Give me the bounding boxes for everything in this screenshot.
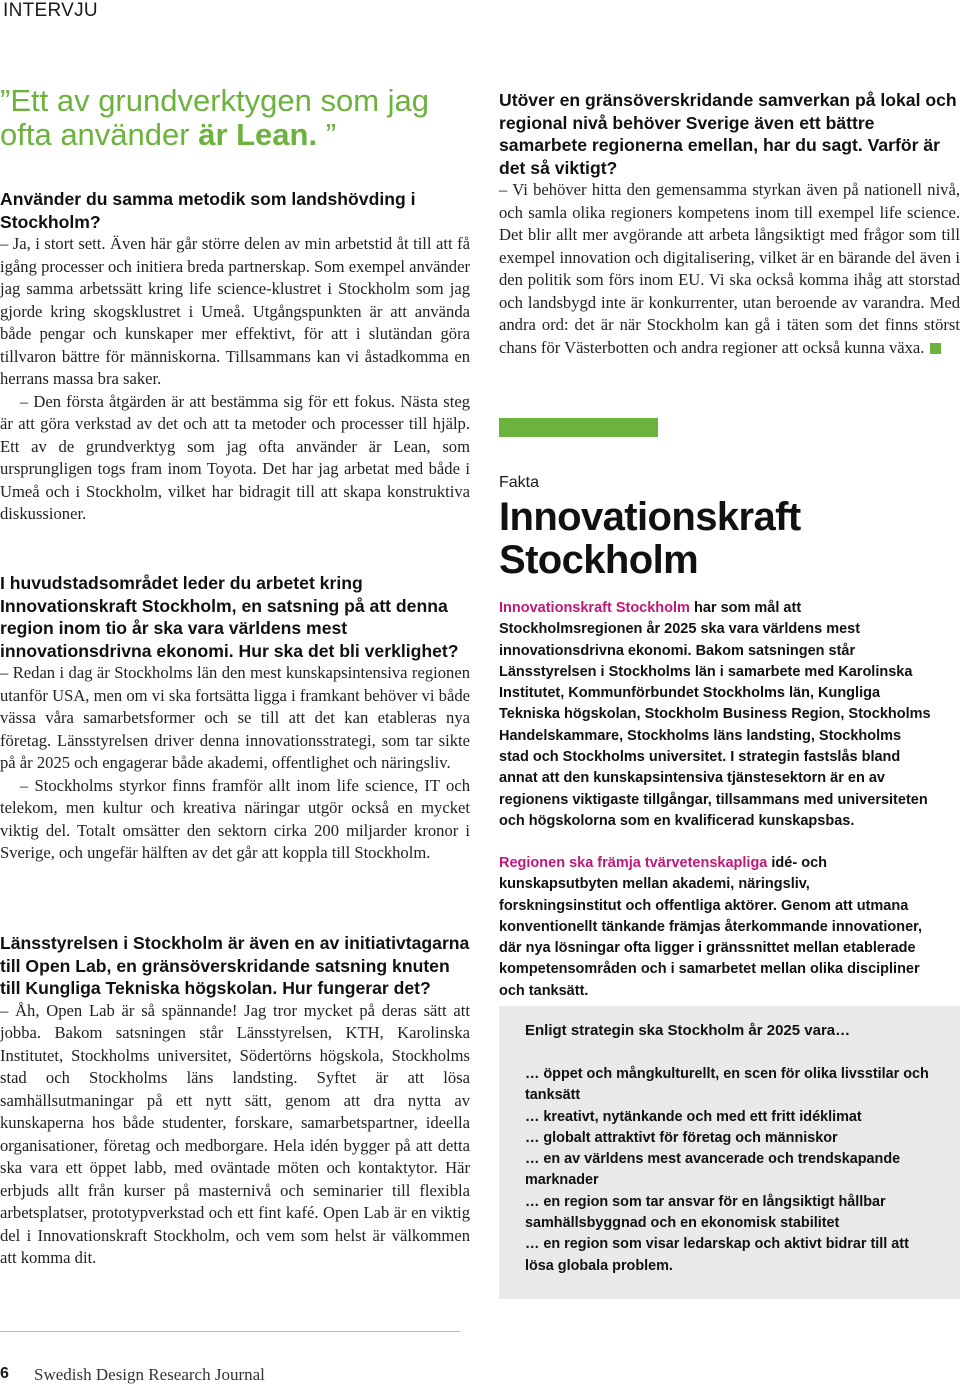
strategy-box (499, 1006, 960, 1299)
pull-quote-text: ”Ett av grundverktygen som jag ofta använder (0, 83, 430, 152)
section-label: INTERVJU (3, 0, 98, 21)
fakta-label: Fakta (499, 474, 540, 491)
interview-block-4 (499, 89, 960, 359)
answer-2-paragraph-2: – Stockholms styrkor finns framför allt inom life science, IT och telekom, men kultur och kreativa näringar utgör också en mycket viktig del. Totalt omsätter den sektorn cirka 200 miljarder kronor i Sverige, och ungefär hälften av det går att koppla till Stockholm. (0, 775, 470, 862)
pull-quote-emphasis: är Lean. (198, 117, 318, 152)
page-number: 6 (0, 1365, 9, 1382)
interview-block-2 (0, 572, 470, 865)
fakta-p1-accent: Innovationskraft Stockholm (499, 600, 690, 616)
answer-4-paragraph-1 (499, 179, 960, 359)
interview-block-3 (0, 932, 470, 1270)
answer-1-paragraph-2: – Den första åtgärden är att bestämma sig för ett fokus. Nästa steg är att göra verkstad av det och att ta metoder och processer till hjälp. Ett av de grundverktyg som jag ofta använder är Lean, som ursprungligen togs fram inom Toyota. Det har jag arbetat med både i Umeå och i Stockholm, vilket har bidragit till att skapa konstruktiva diskussioner. (0, 391, 470, 523)
pull-quote-close: ” (317, 117, 337, 152)
fakta-paragraph-2 (499, 853, 931, 1002)
strategy-title: Enligt strategin ska Stockholm år 2025 vara… (525, 1022, 851, 1039)
journal-name: Swedish Design Research Journal (34, 1365, 265, 1384)
question-3: Länsstyrelsen i Stockholm är även en av initiativtagarna till Open Lab, en gränsöverskridande satsning knuten till Kungliga Tekniska högskolan. Hur fungerar det? (0, 933, 470, 998)
answer-2-paragraph-1: – Redan i dag är Stockholms län den mest kunskapsintensiva regionen utanför USA, men om vi ska fortsätta ligga i framkant behöver vi både vässa våra samarbetsformer och se till att det kan etableras nya företag. Länsstyrelsen driver denna innovationsstrategi, som tar sikte på år 2025 och engagerar både akademi, offentlighet och näringsliv. (0, 663, 470, 772)
strategy-list (525, 1064, 935, 1277)
fakta-title-line-1: Innovationskraft (499, 495, 801, 539)
strategy-item: … en region som tar ansvar för en långsiktigt hållbar samhällsbyggnad och en ekonomisk stabilitet (525, 1193, 886, 1232)
strategy-item: … kreativt, nytänkande och med ett fritt idéklimat (525, 1108, 862, 1125)
fakta-paragraph-1 (499, 598, 931, 832)
answer-1-paragraph-1: – Ja, i stort sett. Även här går större delen av min arbetstid åt till att få igång processer och initiera breda partnerskap. Som exempel använder jag samma arbetssätt kring life science-klustret i Stockholm som jag gjorde kring skogsklustret i Umeå. Utgångspunkten är att använda både pengar och kunskaper mer effektivt, för att i slutändan göra tillvaron bättre för människorna. Tillsammans kan vi åstadkomma en herrans massa bra saker. (0, 234, 470, 388)
answer-4-text: – Vi behöver hitta den gemensamma styrkan även på nationell nivå, och samla olika regioners kompetens inom till exempel life science. Det blir allt mer avgörande att arbeta långsiktigt med frågor som till exempel innovation och digitalisering, vilket är en bärande del även i den politik som förs inom EU. Vi ska också komma ihåg att storstad och landsbygd inte är konkurrenter, utan beroende av varandra. Med andra ord: det är när Stockholm kan gå i täten som det finns störst chans för Västerbotten och andra regioner att också kunna växa. (499, 180, 960, 357)
interview-block-1 (0, 188, 470, 526)
strategy-item: … en av världens mest avancerade och trendskapande marknader (525, 1151, 901, 1189)
footer-divider (0, 1331, 460, 1332)
strategy-item: … globalt attraktivt för företag och människor (525, 1129, 838, 1146)
strategy-item: … öppet och mångkulturellt, en scen för olika livsstilar och tanksätt (525, 1066, 929, 1104)
question-1: Använder du samma metodik som landshövding i Stockholm? (0, 189, 416, 232)
end-of-article-mark (930, 343, 941, 354)
question-2: I huvudstadsområdet leder du arbetet kring Innovationskraft Stockholm, en satsning på att denna region inom tio år ska vara världens mest innovationsdrivna ekonomi. Hur ska det bli verklighet? (0, 573, 459, 661)
fakta-p2-text: idé- och kunskapsutbyten mellan akademi, näringsliv, forskningsinstitut och offentliga aktörer. Genom att utmana konventionellt tänkande främjas återkommande innovationer, där nya lösningar ofta ligger i gränssnittet mellan etablerade kompetensområden och i samarbetet mellan olika discipliner och tanksätt. (499, 855, 923, 999)
fakta-accent-bar (499, 418, 658, 437)
fakta-title (499, 496, 801, 582)
fakta-p1-text: har som mål att Stockholmsregionen år 2025 ska vara världens mest innovationsdrivna ekonomi. Bakom satsningen står Länsstyrelsen i Stockholms län i samarbete med Karolinska Institutet, Kommunförbundet Stockholms län, Kungliga Tekniska högskolan, Stockholm Business Region, Stockholms Handelskammare, Stockholms läns landsting, Stockholms stad och Stockholms universitet. I strategin fastslås bland annat att den kunskapsintensiva tjänstesektorn är en av regionens viktigaste tillgångar, tillsammans med universiteten och högskolorna som en kvalificerad kunskapsbas. (499, 600, 931, 829)
strategy-item: … en region som visar ledarskap och aktivt bidrar till att lösa globala problem. (525, 1236, 909, 1274)
question-4: Utöver en gränsöverskridande samverkan på lokal och regional nivå behöver Sverige även ett bättre samarbete regionerna emellan, har du sagt. Varför är det så viktigt? (499, 90, 957, 178)
fakta-title-line-2: Stockholm (499, 538, 699, 582)
fakta-p2-accent: Regionen ska främja tvärvetenskapliga (499, 855, 768, 871)
answer-3-paragraph-1: – Åh, Open Lab är så spännande! Jag tror mycket på deras sätt att jobba. Bakom satsningen står Länsstyrelsen, KTH, Karolinska Institutet, Stockholms universitet, Södertörns högskola, Stockholms stad och Stockholms läns landsting. Syftet är att lösa samhällsutmaningar på ett nytt sätt, genom att dra nytta av kunskaperna hos både studenter, forskare, samarbetspartner, ideella organisationer, företag och medborgare. Hela idén bygger på att detta ska vara ett öppet labb, med oväntade möten och kontaktytor. Här erbjuds allt från kurser på masternivå och seminarier till flexibla arbetsplatser, prototypverkstad och ett fint kafé. Open Lab är en viktig del i Innovationskraft Stockholm, och vem som helst är välkommen att komma dit. (0, 1000, 470, 1267)
pull-quote (0, 84, 470, 152)
